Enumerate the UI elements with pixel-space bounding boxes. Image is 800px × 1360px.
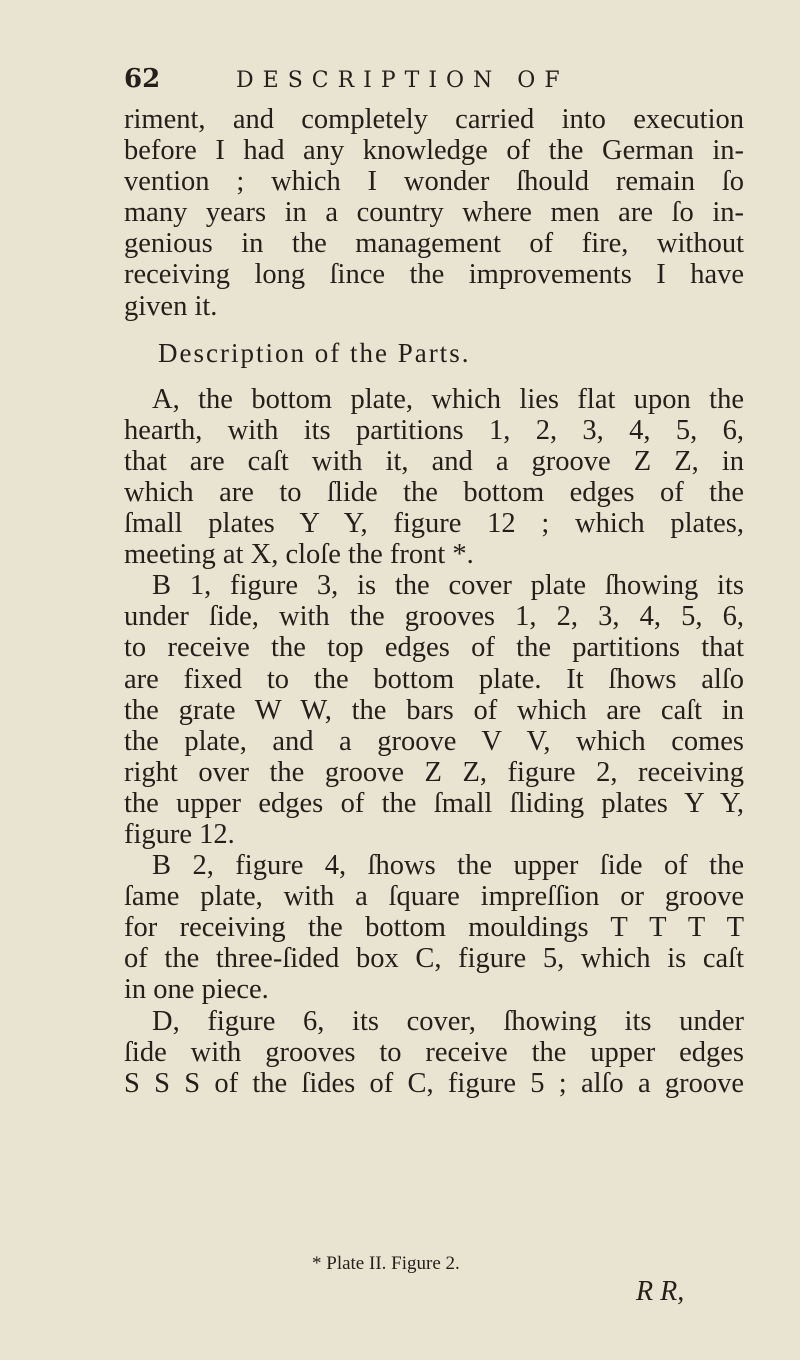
text-line: under ſide, with the grooves 1, 2, 3, 4, 5, 6, bbox=[124, 601, 744, 633]
text-line: the grate W W, the bars of which are caſt in bbox=[124, 694, 744, 726]
paragraph-b2 bbox=[124, 850, 744, 1005]
footnote: * Plate II. Figure 2. bbox=[312, 1253, 460, 1274]
text-line: before I had any knowledge of the German in- bbox=[124, 135, 744, 167]
text-line: right over the groove Z Z, figure 2, receiving bbox=[124, 756, 744, 788]
text-line: A, the bottom plate, which lies flat upon the bbox=[152, 383, 744, 415]
page-header bbox=[124, 64, 744, 104]
text-line: riment, and completely carried into execution bbox=[124, 104, 744, 135]
text-line: to receive the top edges of the partitions that bbox=[124, 632, 744, 664]
text-line: are fixed to the bottom plate. It ſhows alſo bbox=[124, 663, 744, 695]
paragraph-intro bbox=[124, 104, 744, 322]
text-line: which are to ſlide the bottom edges of the bbox=[124, 476, 744, 508]
text-line: of the three-ſided box C, figure 5, which is caſt bbox=[124, 943, 744, 975]
text-line: figure 12. bbox=[124, 818, 235, 850]
text-line: ſame plate, with a ſquare impreſſion or groove bbox=[124, 881, 744, 913]
paragraph-d bbox=[124, 1006, 744, 1099]
running-head: DESCRIPTION OF bbox=[236, 68, 569, 93]
text-line: S S S of the ſides of C, figure 5 ; alſo a groove bbox=[124, 1067, 744, 1099]
text-line: B 2, figure 4, ſhows the upper ſide of the bbox=[152, 850, 744, 882]
text-line: ſmall plates Y Y, figure 12 ; which plates, bbox=[124, 508, 744, 540]
paragraph-b1 bbox=[124, 570, 744, 850]
section-heading: Description of the Parts. bbox=[158, 337, 471, 368]
page-number: 62 bbox=[124, 64, 161, 94]
catchword: R R, bbox=[636, 1276, 685, 1307]
paragraph-a bbox=[124, 384, 744, 571]
text-line: hearth, with its partitions 1, 2, 3, 4, 5, 6, bbox=[124, 414, 744, 446]
text-line: the upper edges of the ſmall ſliding plates Y Y, bbox=[124, 787, 744, 819]
text-line: given it. bbox=[124, 290, 218, 322]
text-line: meeting at X, cloſe the front *. bbox=[124, 539, 474, 571]
text-line: vention ; which I wonder ſhould remain ſo bbox=[124, 166, 744, 198]
text-line: many years in a country where men are ſo in- bbox=[124, 197, 744, 229]
text-line: D, figure 6, its cover, ſhowing its under bbox=[152, 1005, 744, 1037]
text-line: for receiving the bottom mouldings T T T T bbox=[124, 912, 744, 944]
text-line: in one piece. bbox=[124, 974, 269, 1006]
body-text bbox=[124, 104, 744, 1099]
text-line: the plate, and a groove V V, which comes bbox=[124, 725, 744, 757]
text-line: ſide with grooves to receive the upper edges bbox=[124, 1036, 744, 1068]
text-line: B 1, figure 3, is the cover plate ſhowing its bbox=[152, 570, 744, 602]
text-line: genious in the management of fire, without bbox=[124, 228, 744, 260]
text-line: that are caſt with it, and a groove Z Z, in bbox=[124, 445, 744, 477]
text-line: receiving long ſince the improvements I have bbox=[124, 259, 744, 291]
